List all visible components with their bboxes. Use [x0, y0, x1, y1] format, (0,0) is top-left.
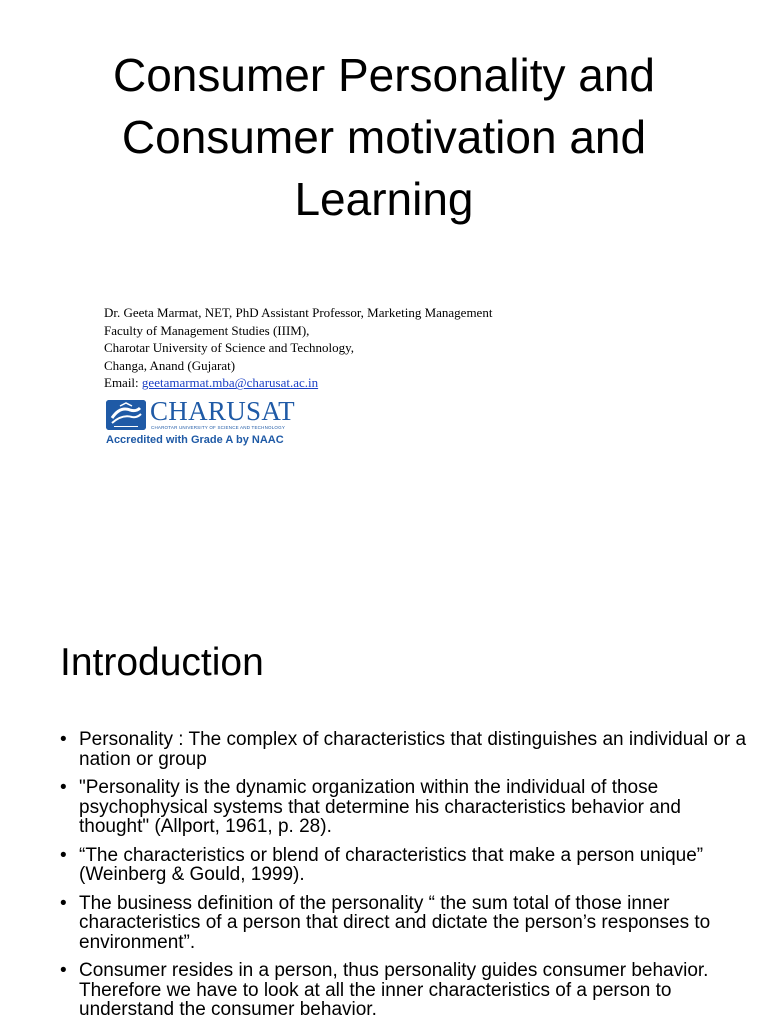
bullet-icon: • [60, 844, 67, 866]
bullet-text: Consumer resides in a person, thus personality guides consumer behavior. Therefore we have to look at all the inner characteristics of a person to understand the consumer behavior. [79, 960, 709, 1020]
bullet-icon: • [60, 729, 67, 750]
bullet-text: The business definition of the personality “ the sum total of those inner characteristics of a person that direct and dictate the person’s responses to environment”. [79, 892, 711, 953]
author-name-line: Dr. Geeta Marmat, NET, PhD Assistant Professor, Marketing Management [104, 305, 493, 320]
email-line [104, 374, 492, 392]
bullet-text: "Personality is the dynamic organization within the individual of those psychophysical systems that determine his characteristics behavior and thought" (Allport, 1961, p. 28). [79, 777, 681, 837]
university-line: Charotar University of Science and Technology, [104, 340, 354, 356]
title-line-2: Consumer motivation and [121, 111, 647, 163]
list-item [60, 961, 750, 1020]
list-item [60, 894, 750, 953]
list-item [60, 846, 750, 885]
location-line: Changa, Anand (Gujarat) [104, 357, 236, 373]
bullet-list [60, 730, 750, 1024]
title-line-3: Learning [294, 173, 474, 225]
bullet-text: Personality : The complex of characteristics that distinguishes an individual or a nation or group [79, 729, 747, 770]
charusat-logo [106, 398, 316, 450]
faculty-line: Faculty of Management Studies (IIIM), [104, 322, 310, 338]
list-item [60, 778, 750, 837]
list-item [60, 730, 750, 769]
logo-wordmark: CHARUSAT [150, 396, 295, 426]
author-info [104, 304, 492, 392]
bullet-icon: • [60, 777, 67, 798]
logo-subtitle: CHAROTAR UNIVERSITY OF SCIENCE AND TECHNOLOGY [151, 425, 286, 430]
university-emblem-icon [106, 400, 146, 430]
title-line-1: Consumer Personality and [112, 49, 656, 101]
bullet-icon: • [60, 892, 67, 914]
slide-title [20, 44, 748, 230]
email-link[interactable]: geetamarmat.mba@charusat.ac.in [141, 375, 319, 391]
bullet-icon: • [60, 960, 67, 981]
accreditation-text: Accredited with Grade A by NAAC [106, 434, 284, 446]
bullet-text: “The characteristics or blend of characteristics that make a person unique” (Weinberg & Gould, 1999). [79, 844, 704, 885]
introduction-slide [0, 576, 768, 1024]
email-label: Email: [104, 375, 142, 391]
slide-heading: Introduction [60, 641, 264, 684]
